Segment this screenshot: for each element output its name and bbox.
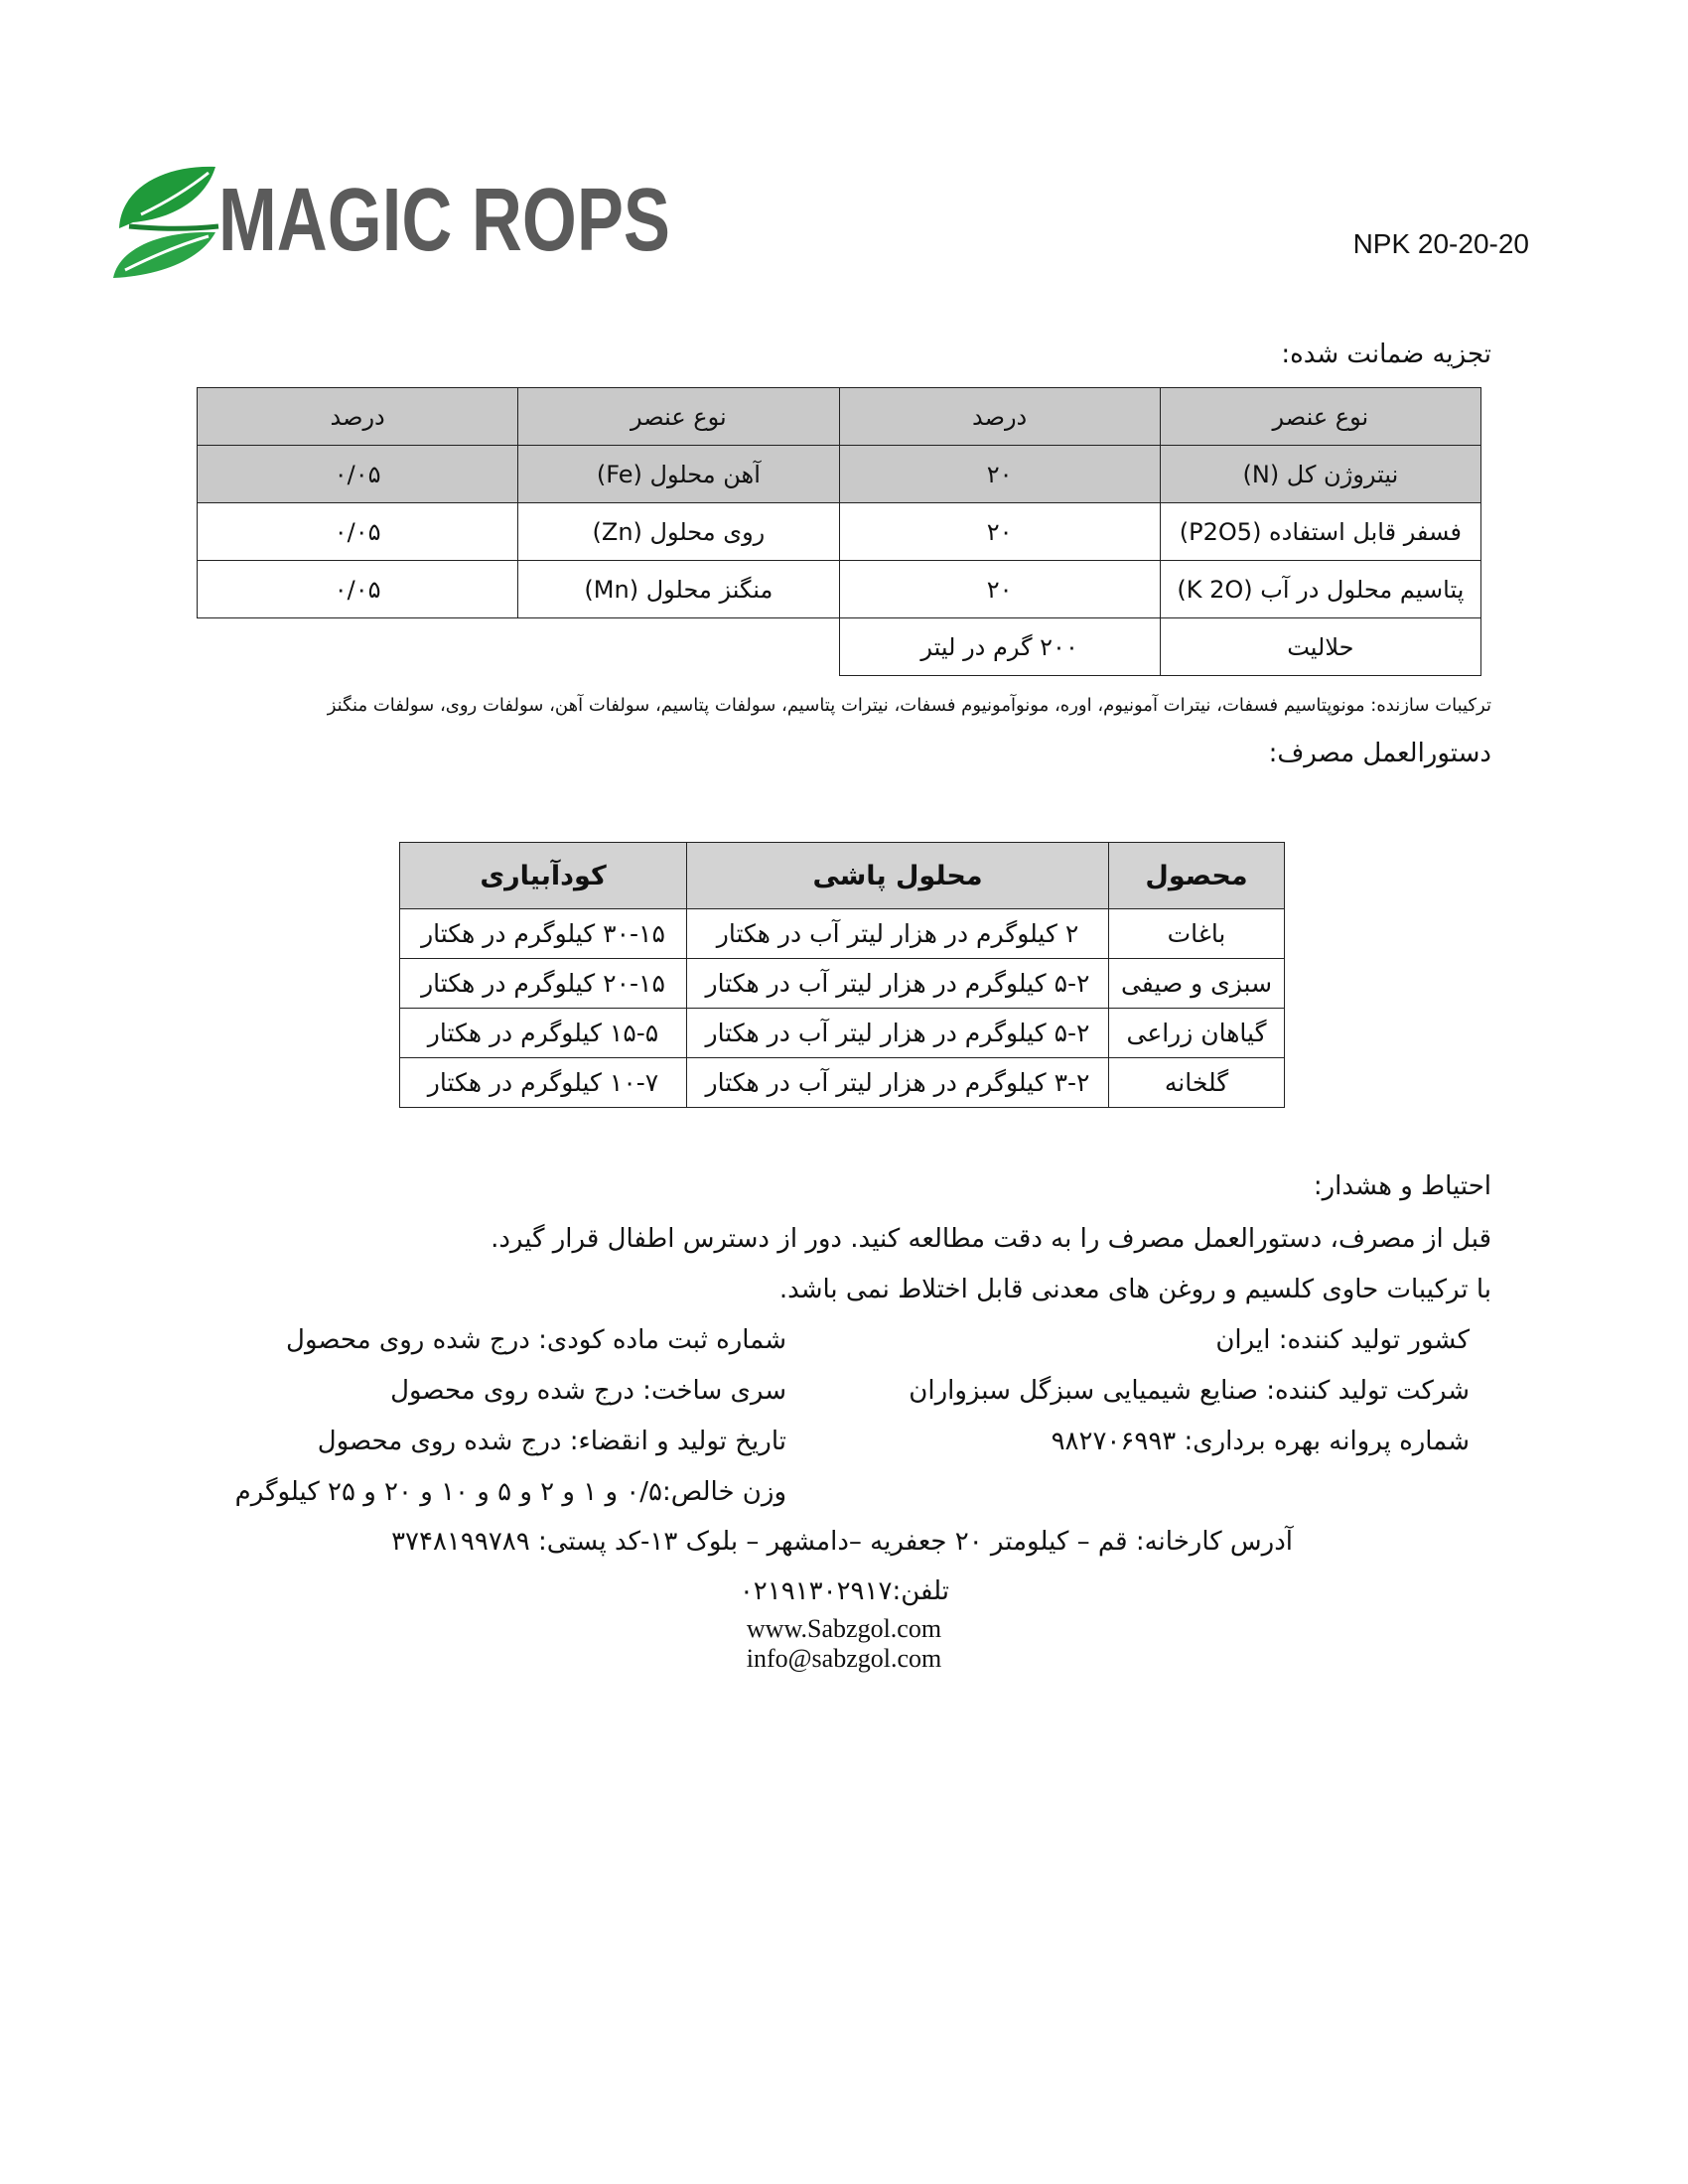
table-cell: ۵-۲ کیلوگرم در هزار لیتر آب در هکتار xyxy=(687,1009,1109,1058)
country-text: کشور تولید کننده: ایران xyxy=(1215,1325,1470,1355)
table-cell: ۲۰ xyxy=(839,561,1160,618)
table-cell: ۱۰-۷ کیلوگرم در هکتار xyxy=(400,1058,687,1108)
header-cell: درصد xyxy=(839,388,1160,446)
phone-text: تلفن:۰۲۱۹۱۳۰۲۹۱۷ xyxy=(739,1576,949,1606)
header-cell: محصول xyxy=(1109,843,1285,909)
table-row xyxy=(400,909,1285,959)
manufacturer-text: شرکت تولید کننده: صنایع شیمیایی سبزگل سبزواران xyxy=(909,1376,1470,1406)
table-cell: ۰/۰۵ xyxy=(198,446,518,503)
table-row xyxy=(198,446,1481,503)
warning-line: قبل از مصرف، دستورالعمل مصرف را به دقت مطالعه کنید. دور از دسترس اطفال قرار گیرد. xyxy=(491,1224,1491,1254)
table-header-row xyxy=(400,843,1285,909)
table-cell: ۰/۰۵ xyxy=(198,561,518,618)
usage-title: دستورالعمل مصرف: xyxy=(1268,739,1491,768)
table-header-row xyxy=(198,388,1481,446)
warning-line: با ترکیبات حاوی کلسیم و روغن های معدنی قابل اختلاط نمی باشد. xyxy=(778,1275,1491,1304)
table-cell: ۱۵-۵ کیلوگرم در هکتار xyxy=(400,1009,687,1058)
table-cell: ۰/۰۵ xyxy=(198,503,518,561)
table-cell: سبزی و صیفی xyxy=(1109,959,1285,1009)
table-cell: ۲۰ xyxy=(839,503,1160,561)
table-cell: ۲ کیلوگرم در هزار لیتر آب در هکتار xyxy=(687,909,1109,959)
table-row xyxy=(198,503,1481,561)
usage-table xyxy=(399,842,1285,1108)
header-cell: نوع عنصر xyxy=(518,388,839,446)
empty-cell xyxy=(198,618,518,676)
table-cell: نیتروژن کل (N) xyxy=(1160,446,1480,503)
table-row xyxy=(400,1058,1285,1108)
table-row xyxy=(400,1009,1285,1058)
leaf-logo-icon xyxy=(111,157,677,286)
solubility-value: ۲۰۰ گرم در لیتر xyxy=(839,618,1160,676)
table-cell: ۵-۲ کیلوگرم در هزار لیتر آب در هکتار xyxy=(687,959,1109,1009)
company-logo xyxy=(111,157,677,286)
empty-cell xyxy=(518,618,839,676)
table-row xyxy=(198,561,1481,618)
website-link[interactable]: www.Sabzgol.com xyxy=(746,1614,942,1643)
dates-text: تاریخ تولید و انقضاء: درج شده روی محصول xyxy=(317,1427,786,1456)
logo-wordmark: MAGIC ROPS xyxy=(218,171,670,270)
table-cell: فسفر قابل استفاده (P2O5) xyxy=(1160,503,1480,561)
guaranteed-analysis-table xyxy=(197,387,1481,676)
registration-text: شماره ثبت ماده کودی: درج شده روی محصول xyxy=(286,1325,786,1355)
solubility-row xyxy=(198,618,1481,676)
license-text: شماره پروانه بهره برداری: ۹۸۲۷۰۶۹۹۳ xyxy=(1051,1427,1470,1456)
header-cell: درصد xyxy=(198,388,518,446)
composition-text: ترکیبات سازنده: مونوپتاسیم فسفات، نیترات آمونیوم، اوره، مونوآمونیوم فسفات، نیترات پتاسیم، سولفات پتاسیم، سولفات آهن، سولفات روی، سولفات منگنز xyxy=(327,695,1491,716)
product-code: NPK 20-20-20 xyxy=(1352,228,1529,259)
table-cell: ۲۰-۱۵ کیلوگرم در هکتار xyxy=(400,959,687,1009)
header-cell: محلول پاشی xyxy=(687,843,1109,909)
guaranteed-analysis-title: تجزیه ضمانت شده: xyxy=(1281,340,1491,369)
email-link[interactable]: info@sabzgol.com xyxy=(746,1644,942,1673)
net-weight-text: وزن خالص:۰/۵ و ۱ و ۲ و ۵ و ۱۰ و ۲۰ و ۲۵ کیلوگرم xyxy=(234,1477,786,1507)
table-cell: آهن محلول (Fe) xyxy=(518,446,839,503)
table-cell: ۲۰ xyxy=(839,446,1160,503)
table-cell: روی محلول (Zn) xyxy=(518,503,839,561)
solubility-label: حلالیت xyxy=(1160,618,1480,676)
table-cell: ۳۰-۱۵ کیلوگرم در هکتار xyxy=(400,909,687,959)
table-cell: پتاسیم محلول در آب (K 2O) xyxy=(1160,561,1480,618)
table-row xyxy=(400,959,1285,1009)
table-cell: باغات xyxy=(1109,909,1285,959)
batch-text: سری ساخت: درج شده روی محصول xyxy=(390,1376,786,1406)
table-cell: منگنز محلول (Mn) xyxy=(518,561,839,618)
address-text: آدرس کارخانه: قم – کیلومتر ۲۰ جعفریه –دامشهر – بلوک ۱۳-کد پستی: ۳۷۴۸۱۹۹۷۸۹ xyxy=(391,1527,1293,1557)
header-cell: نوع عنصر xyxy=(1160,388,1480,446)
table-cell: ۳-۲ کیلوگرم در هزار لیتر آب در هکتار xyxy=(687,1058,1109,1108)
table-cell: گلخانه xyxy=(1109,1058,1285,1108)
header-cell: کودآبیاری xyxy=(400,843,687,909)
table-cell: گیاهان زراعی xyxy=(1109,1009,1285,1058)
warnings-title: احتیاط و هشدار: xyxy=(1313,1171,1491,1201)
